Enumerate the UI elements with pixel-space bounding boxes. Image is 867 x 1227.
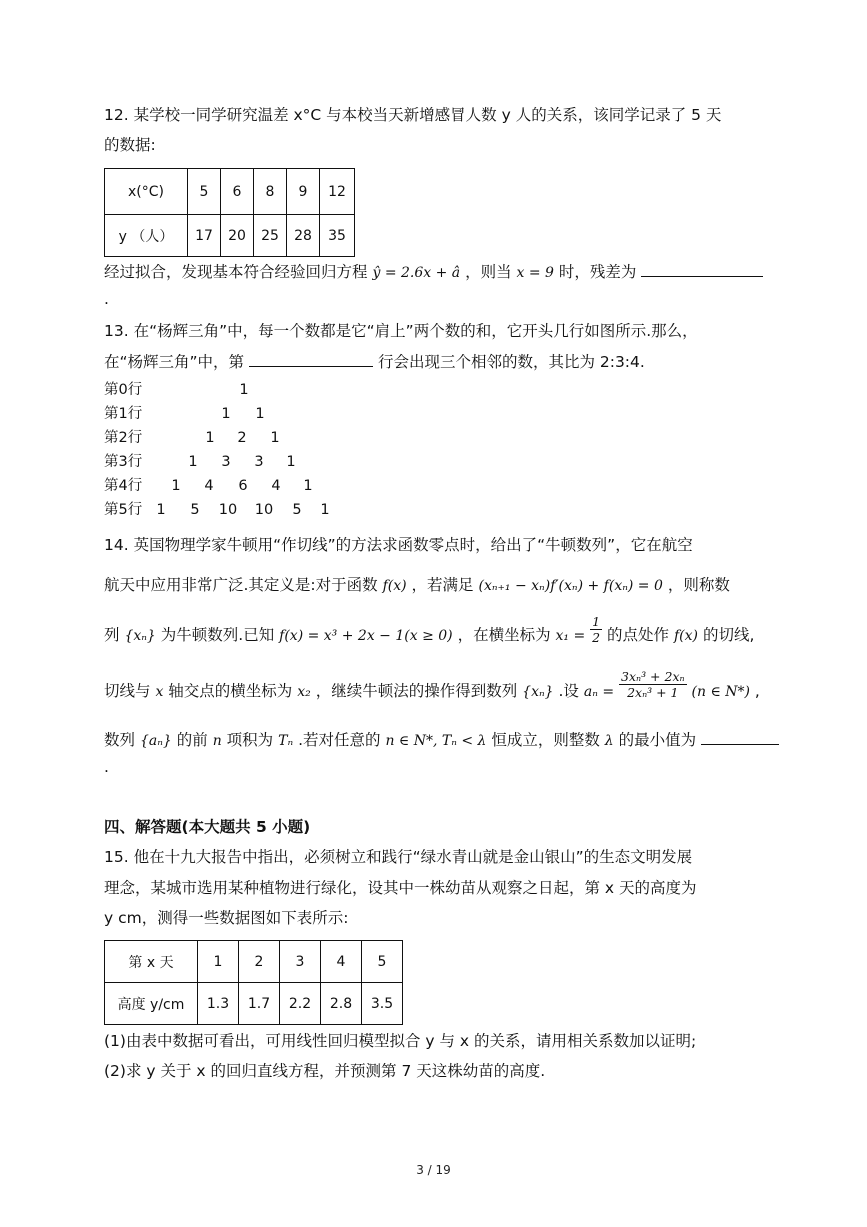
q15-part1: (1)由表中数据可看出，可用线性回归模型拟合 y 与 x 的关系，请用相关系数加以证明; (104, 1032, 697, 1050)
q12-text: 经过拟合，发现基本符合经验回归方程 (104, 263, 368, 281)
triangle-row-label: 第5行 (104, 502, 143, 518)
q13-text: 行会出现三个相邻的数，其比为 2:3:4. (377, 353, 645, 371)
fraction-denominator: 2xₙ³ + 1 (627, 685, 679, 700)
q13-line1: 13. 在“杨辉三角”中，每一个数都是它“肩上”两个数的和，它开头几行如图所示.那么， (104, 322, 698, 340)
q12-cell: 6 (221, 169, 254, 215)
q14-text: ，继续牛顿法的操作得到数列 (315, 682, 518, 700)
q14-text: 为牛顿数列.已知 (160, 626, 275, 644)
triangle-number: 4 (204, 478, 214, 494)
q14-text: ，若满足 (411, 576, 474, 594)
q14-an-condition: (n ∈ N*) (691, 684, 750, 700)
q12-table (104, 168, 355, 257)
q14-x2: x₂ (297, 684, 311, 700)
q12-cell: 8 (254, 169, 287, 215)
q12-cell: 5 (188, 169, 221, 215)
fraction-numerator: 3xₙ³ + 2xₙ (621, 669, 685, 684)
q14-text: 的点处作 (607, 626, 670, 644)
triangle-number: 3 (221, 454, 231, 470)
q13-text: 在“杨辉三角”中，第 (104, 353, 245, 371)
q14-line1: 14. 英国物理学家牛顿用“作切线”的方法求函数零点时，给出了“牛顿数列”，它在航空 (104, 536, 693, 554)
q14-text: ，在横坐标为 (457, 626, 551, 644)
q15-cell: 2 (239, 941, 280, 983)
q12-line4: . (104, 290, 109, 308)
section-heading: 四、解答题(本大题共 5 小题) (104, 818, 311, 836)
q15-table (104, 940, 403, 1025)
q13-line2 (104, 350, 645, 373)
q14-text: 数列 (104, 731, 136, 749)
yanghui-triangle (104, 380, 364, 520)
triangle-number: 1 (188, 454, 198, 470)
page-number: 3 / 19 (416, 1163, 451, 1177)
q12-text: 时，残差为 (558, 263, 637, 281)
q14-line4 (104, 669, 760, 703)
q14-an-lhs: aₙ = (583, 684, 615, 700)
fraction-denominator: 2 (592, 630, 601, 645)
q14-condition: n ∈ N*, Tₙ < λ (385, 733, 487, 749)
q12-condition: x = 9 (516, 265, 554, 281)
q14-sequence-a: {aₙ} (139, 733, 172, 749)
triangle-row-label: 第1行 (104, 406, 143, 422)
q15-part2: (2)求 y 关于 x 的回归直线方程，并预测第 7 天这株幼苗的高度. (104, 1062, 546, 1080)
q12-cell: 35 (320, 215, 355, 257)
q15-line2: 理念，某城市选用某种植物进行绿化，设其中一株幼苗从观察之日起，第 x 天的高度为 (104, 879, 697, 897)
q14-line2 (104, 574, 730, 597)
triangle-number: 1 (320, 502, 330, 518)
q15-line3: y cm，测得一些数据图如下表所示: (104, 909, 349, 927)
q14-x1: x₁ = (555, 628, 586, 644)
q14-fx: f(x) (674, 628, 699, 644)
triangle-row-label: 第2行 (104, 430, 143, 446)
q14-line6: . (104, 758, 109, 776)
triangle-number: 1 (156, 502, 166, 518)
triangle-number: 10 (254, 502, 274, 518)
q14-answer-blank[interactable] (701, 728, 779, 745)
q14-text: , (754, 682, 760, 700)
triangle-number: 6 (238, 478, 248, 494)
q14-text: 的最小值为 (618, 731, 697, 749)
q14-sequence-x: {xₙ} (522, 684, 554, 700)
q14-fx: f(x) (382, 578, 407, 594)
triangle-number: 10 (218, 502, 238, 518)
q12-line1: 12. 某学校一同学研究温差 x°C 与本校当天新增感冒人数 y 人的关系，该同学记录了 5 天 (104, 106, 722, 124)
triangle-row-label: 第4行 (104, 478, 143, 494)
q14-line3 (104, 614, 755, 647)
q12-cell: 28 (287, 215, 320, 257)
q14-x1-fraction (590, 614, 602, 645)
q15-table-header-height: 高度 y/cm (105, 983, 198, 1025)
q15-cell: 2.2 (280, 983, 321, 1025)
q12-cell: 17 (188, 215, 221, 257)
q15-line1: 15. 他在十九大报告中指出，必须树立和践行“绿水青山就是金山银山”的生态文明发展 (104, 848, 693, 866)
triangle-row-label: 第3行 (104, 454, 143, 470)
q12-line3 (104, 260, 763, 284)
q14-text: ，则称数 (667, 576, 730, 594)
q14-text: 的前 (176, 731, 208, 749)
q14-text: .设 (558, 682, 579, 700)
triangle-number: 1 (239, 382, 249, 398)
q15-cell: 5 (362, 941, 403, 983)
q15-cell: 4 (321, 941, 362, 983)
q14-text: 切线与 (104, 682, 151, 700)
q15-cell: 3 (280, 941, 321, 983)
q15-cell: 2.8 (321, 983, 362, 1025)
triangle-number: 1 (255, 406, 265, 422)
q14-n-var: n (212, 733, 222, 749)
q12-line2: 的数据: (104, 136, 156, 154)
q12-table-header-y: y （人） (105, 215, 188, 257)
triangle-number: 1 (221, 406, 231, 422)
q15-table-header-day: 第 x 天 (105, 941, 198, 983)
triangle-number: 3 (254, 454, 264, 470)
triangle-number: 1 (303, 478, 313, 494)
triangle-number: 5 (190, 502, 200, 518)
fraction-numerator: 1 (592, 614, 601, 629)
q12-table-header-x: x(°C) (105, 169, 188, 215)
q15-cell: 3.5 (362, 983, 403, 1025)
q14-text: 的切线, (702, 626, 755, 644)
triangle-number: 1 (286, 454, 296, 470)
triangle-number: 1 (171, 478, 181, 494)
q14-lambda: λ (604, 733, 614, 749)
q12-text: ，则当 (465, 263, 512, 281)
q14-Tn: Tₙ (278, 733, 294, 749)
q12-regression-equation: ŷ = 2.6x + â (372, 265, 461, 281)
triangle-number: 1 (205, 430, 215, 446)
q15-cell: 1 (198, 941, 239, 983)
q14-text: 航天中应用非常广泛.其定义是:对于函数 (104, 576, 378, 594)
triangle-row-label: 第0行 (104, 382, 143, 398)
q14-text: 列 (104, 626, 120, 644)
triangle-number: 2 (237, 430, 247, 446)
q14-newton-equation: (xₙ₊₁ − xₙ)f′(xₙ) + f(xₙ) = 0 (478, 578, 663, 594)
q14-text: 恒成立，则整数 (491, 731, 600, 749)
q12-cell: 20 (221, 215, 254, 257)
q12-cell: 9 (287, 169, 320, 215)
q14-text: 项积为 (226, 731, 274, 749)
triangle-number: 1 (270, 430, 280, 446)
q14-sequence-x: {xₙ} (124, 628, 156, 644)
triangle-number: 4 (271, 478, 281, 494)
q14-an-fraction (619, 669, 687, 700)
q14-text: 轴交点的横坐标为 (168, 682, 293, 700)
q15-cell: 1.7 (239, 983, 280, 1025)
q12-cell: 12 (320, 169, 355, 215)
q14-line5 (104, 728, 779, 752)
q15-cell: 1.3 (198, 983, 239, 1025)
triangle-number: 5 (292, 502, 302, 518)
q12-answer-blank[interactable] (641, 260, 763, 277)
q14-given-function: f(x) = x³ + 2x − 1(x ≥ 0) (279, 628, 453, 644)
q14-x-var: x (155, 684, 164, 700)
q13-answer-blank[interactable] (249, 350, 373, 367)
q14-text: .若对任意的 (298, 731, 381, 749)
q12-cell: 25 (254, 215, 287, 257)
